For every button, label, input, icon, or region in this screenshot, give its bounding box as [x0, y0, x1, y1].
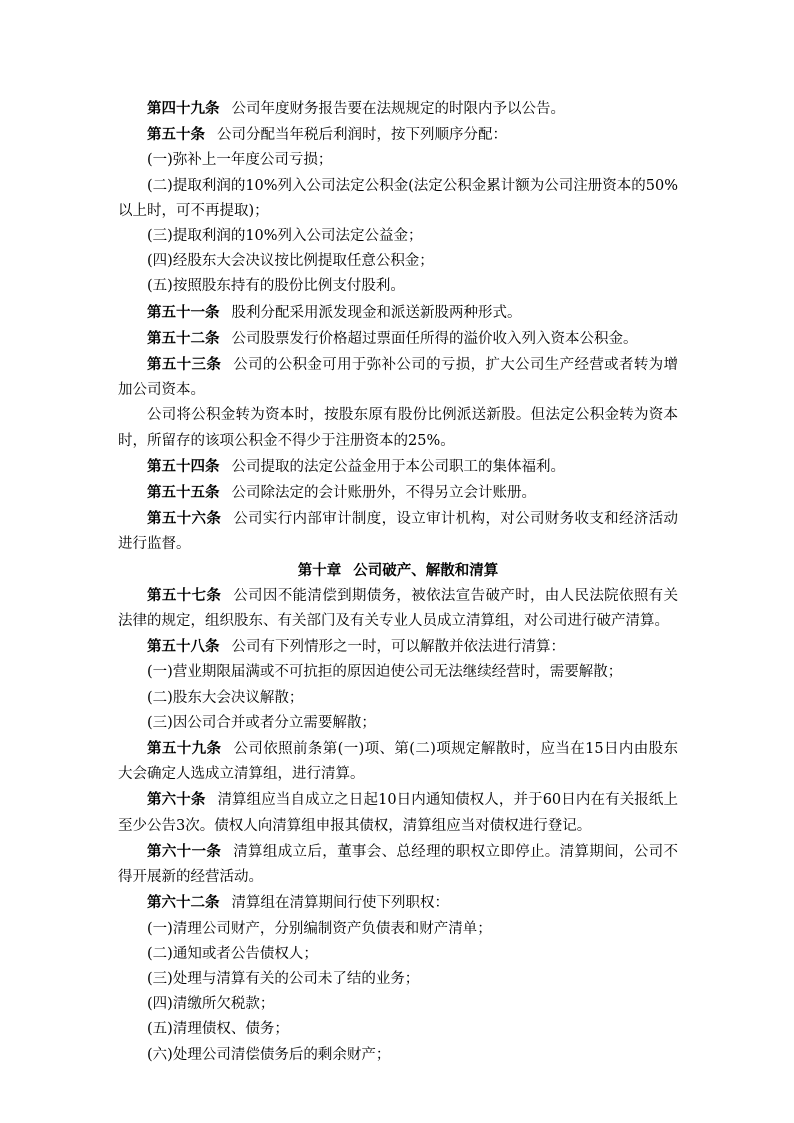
article-number: 第五十五条 — [147, 484, 220, 502]
article-number: 第五十四条 — [147, 457, 220, 475]
paragraph — [118, 300, 678, 326]
paragraph — [118, 224, 678, 249]
paragraph-text: 公司股票发行价格超过票面任所得的溢价收入列入资本公积金。 — [231, 330, 638, 347]
article-number: 第五十九条 — [147, 740, 222, 758]
document-page — [118, 96, 678, 1068]
paragraph — [118, 890, 678, 916]
paragraph — [118, 122, 678, 148]
paragraph-text: 公司的公积金可用于弥补公司的亏损，扩大公司生产经营或者转为增加公司资本。 — [118, 357, 679, 399]
article-number: 第四十九条 — [147, 100, 220, 117]
paragraph-text: 公司将公积金转为资本时，按股东原有股份比例派送新股。但法定公积金转为资本时，所留存的该项公积金不得少于注册资本的25%。 — [118, 407, 678, 449]
paragraph — [118, 249, 678, 274]
article-number: 第五十六条 — [147, 510, 222, 528]
paragraph — [118, 992, 678, 1017]
paragraph — [118, 1017, 678, 1042]
paragraph-text: (三)处理与清算有关的公司未了结的业务； — [147, 970, 420, 987]
paragraph — [118, 711, 678, 736]
paragraph-text: (二)股东大会决议解散； — [147, 689, 304, 706]
paragraph — [118, 583, 678, 634]
article-number: 第五十条 — [147, 126, 205, 144]
paragraph-text: 清算组在清算期间行使下列职权： — [231, 895, 449, 912]
paragraph-text: (四)清缴所欠税款； — [147, 996, 275, 1013]
paragraph — [118, 480, 678, 506]
section-after-chapter — [118, 583, 678, 1068]
paragraph — [118, 454, 678, 480]
paragraph — [118, 839, 678, 890]
article-number: 第五十二条 — [147, 329, 220, 347]
chapter-heading — [118, 558, 678, 583]
article-number: 第五十三条 — [147, 356, 222, 374]
paragraph — [118, 506, 678, 557]
paragraph — [118, 96, 678, 122]
paragraph — [118, 174, 678, 224]
paragraph — [118, 274, 678, 299]
paragraph-text: 清算组成立后，董事会、总经理的职权立即停止。清算期间，公司不得开展新的经营活动。 — [118, 843, 679, 886]
paragraph-text: (一)弥补上一年度公司亏损； — [147, 152, 333, 169]
paragraph-text: (二)提取利润的10%列入公司法定公积金(法定公积金累计额为公司注册资本的50%以上时，可不再提取)； — [118, 177, 678, 219]
paragraph-text: 公司提取的法定公益金用于本公司职工的集体福利。 — [231, 458, 565, 475]
paragraph — [118, 148, 678, 173]
paragraph-text: (三)因公司合并或者分立需要解散； — [147, 714, 376, 731]
paragraph — [118, 352, 678, 403]
paragraph — [118, 686, 678, 711]
paragraph — [118, 1043, 678, 1068]
article-number: 第六十条 — [147, 791, 206, 809]
paragraph-text: (一)清理公司财产，分别编制资产负债表和财产清单； — [147, 920, 492, 937]
paragraph-text: 公司依照前条第(一)项、第(二)项规定解散时，应当在15日内由股东大会确定人选成立清算组，进行清算。 — [118, 741, 679, 783]
paragraph-text: (五)按照股东持有的股份比例支付股利。 — [147, 278, 405, 295]
paragraph-text: (二)通知或者公告债权人； — [147, 945, 318, 962]
paragraph-text: 公司年度财务报告要在法规规定的时限内予以公告。 — [231, 101, 565, 117]
paragraph-text: 公司分配当年税后利润时，按下列顺序分配： — [217, 127, 507, 144]
chapter-number: 第十章 — [297, 561, 342, 579]
article-number: 第六十一条 — [147, 842, 222, 860]
paragraph — [118, 917, 678, 942]
paragraph-text: 公司实行内部审计制度，设立审计机构，对公司财务收支和经济活动进行监督。 — [118, 511, 679, 553]
paragraph-text: 公司除法定的会计账册外，不得另立会计账册。 — [231, 485, 536, 502]
paragraph-text: (六)处理公司清偿债务后的剩余财产； — [147, 1046, 391, 1063]
paragraph — [118, 634, 678, 660]
article-number: 第五十七条 — [147, 586, 222, 604]
paragraph — [118, 660, 678, 685]
paragraph — [118, 736, 678, 787]
article-number: 第五十一条 — [147, 303, 220, 321]
article-number: 第六十二条 — [147, 894, 220, 912]
paragraph — [118, 787, 678, 838]
paragraph-text: 清算组应当自成立之日起10日内通知债权人，并于60日内在有关报纸上至少公告3次。债权人向清算组申报其债权，清算组应当对债权进行登记。 — [118, 792, 679, 834]
paragraph-text: (一)营业期限届满或不可抗拒的原因迫使公司无法继续经营时，需要解散； — [147, 664, 623, 681]
paragraph-text: 公司有下列情形之一时，可以解散并依法进行清算： — [231, 639, 565, 656]
chapter-title: 公司破产、解散和清算 — [353, 561, 499, 579]
paragraph — [118, 967, 678, 992]
paragraph-text: 公司因不能清偿到期债务，被依法宣告破产时，由人民法院依照有关法律的规定，组织股东、有关部门及有关专业人员成立清算组，对公司进行破产清算。 — [118, 587, 679, 630]
paragraph — [118, 403, 678, 453]
section-before-chapter — [118, 96, 678, 558]
paragraph-text: (五)清理债权、债务； — [147, 1021, 289, 1038]
paragraph — [118, 942, 678, 967]
paragraph-text: (四)经股东大会决议按比例提取任意公积金； — [147, 253, 434, 270]
paragraph-text: (三)提取利润的10%列入公司法定公益金； — [147, 228, 423, 245]
paragraph — [118, 326, 678, 352]
article-number: 第五十八条 — [147, 638, 220, 656]
paragraph-text: 股利分配采用派发现金和派送新股两种形式。 — [231, 304, 522, 321]
